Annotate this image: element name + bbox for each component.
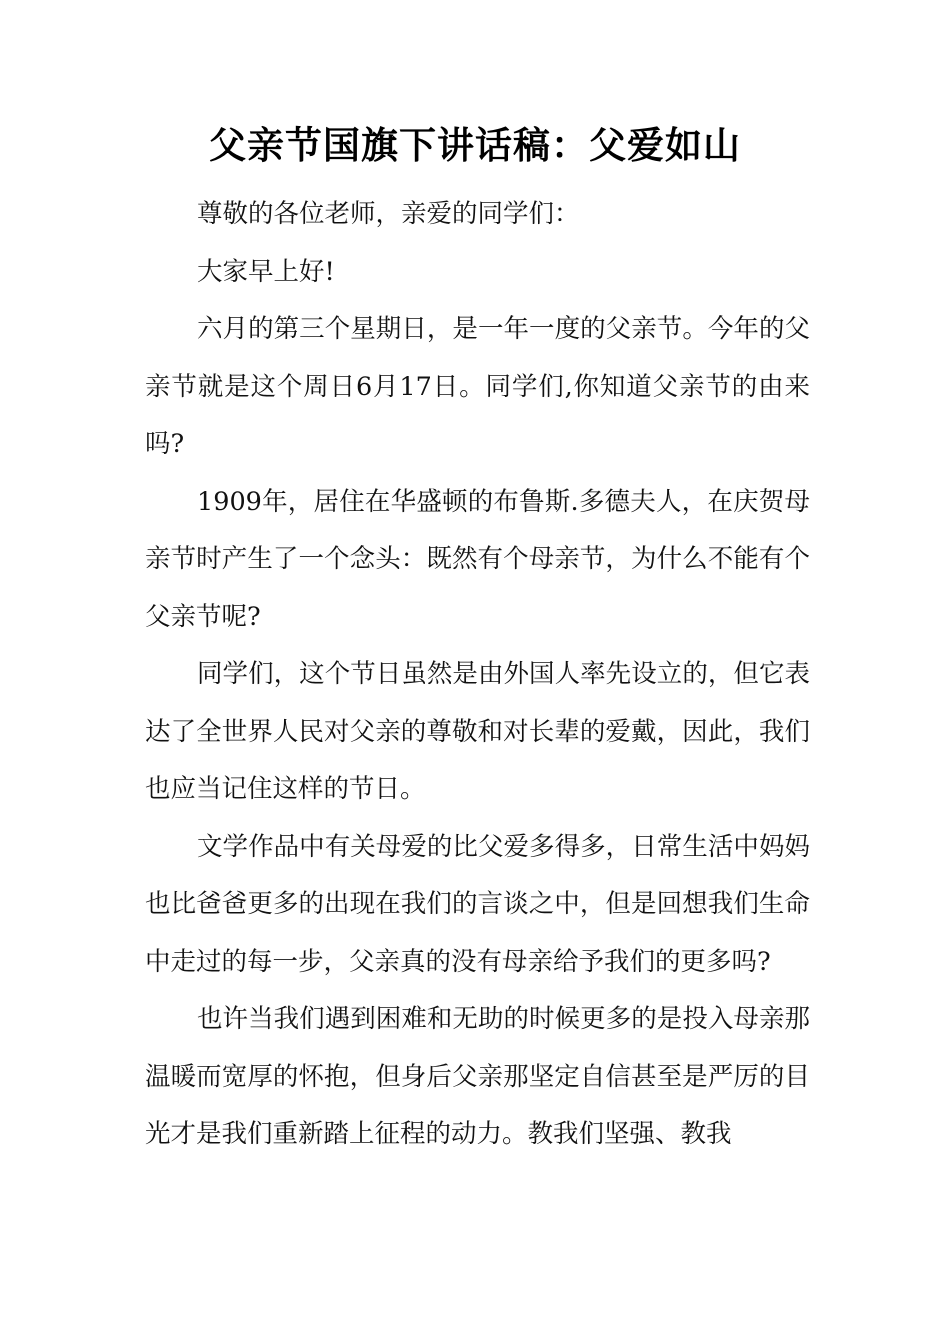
paragraph-respect: 同学们，这个节日虽然是由外国人率先设立的，但它表达了全世界人民对父亲的尊敬和对长辈的爱戴，因此，我们也应当记住这样的节日。 (145, 659, 810, 804)
paragraph-father-gaze: 也许当我们遇到困难和无助的时候更多的是投入母亲那温暖而宽厚的怀抱，但身后父亲那坚定自信甚至是严厉的目光才是我们重新踏上征程的动力。教我们坚强、教我 (145, 1004, 810, 1149)
page-title: 父亲节国旗下讲话稿：父爱如山 (209, 123, 741, 167)
paragraph-greeting: 尊敬的各位老师，亲爱的同学们： (197, 199, 580, 229)
paragraph-literature: 文学作品中有关母爱的比父爱多得多，日常生活中妈妈也比爸爸更多的出现在我们的言谈之中，但是回想我们生命中走过的每一步，父亲真的没有母亲给予我们的更多吗? (145, 831, 810, 977)
paragraph-morning: 大家早上好! (197, 256, 335, 287)
document-body (145, 186, 810, 1164)
paragraph-fathers-day-date: 六月的第三个星期日，是一年一度的父亲节。今年的父亲节就是这个周日6月17日。同学们,你知道父亲节的由来吗? (145, 314, 810, 459)
paragraph-origin: 1909年，居住在华盛顿的布鲁斯.多德夫人，在庆贺母亲节时产生了一个念头：既然有个母亲节，为什么不能有个父亲节呢? (145, 486, 810, 632)
